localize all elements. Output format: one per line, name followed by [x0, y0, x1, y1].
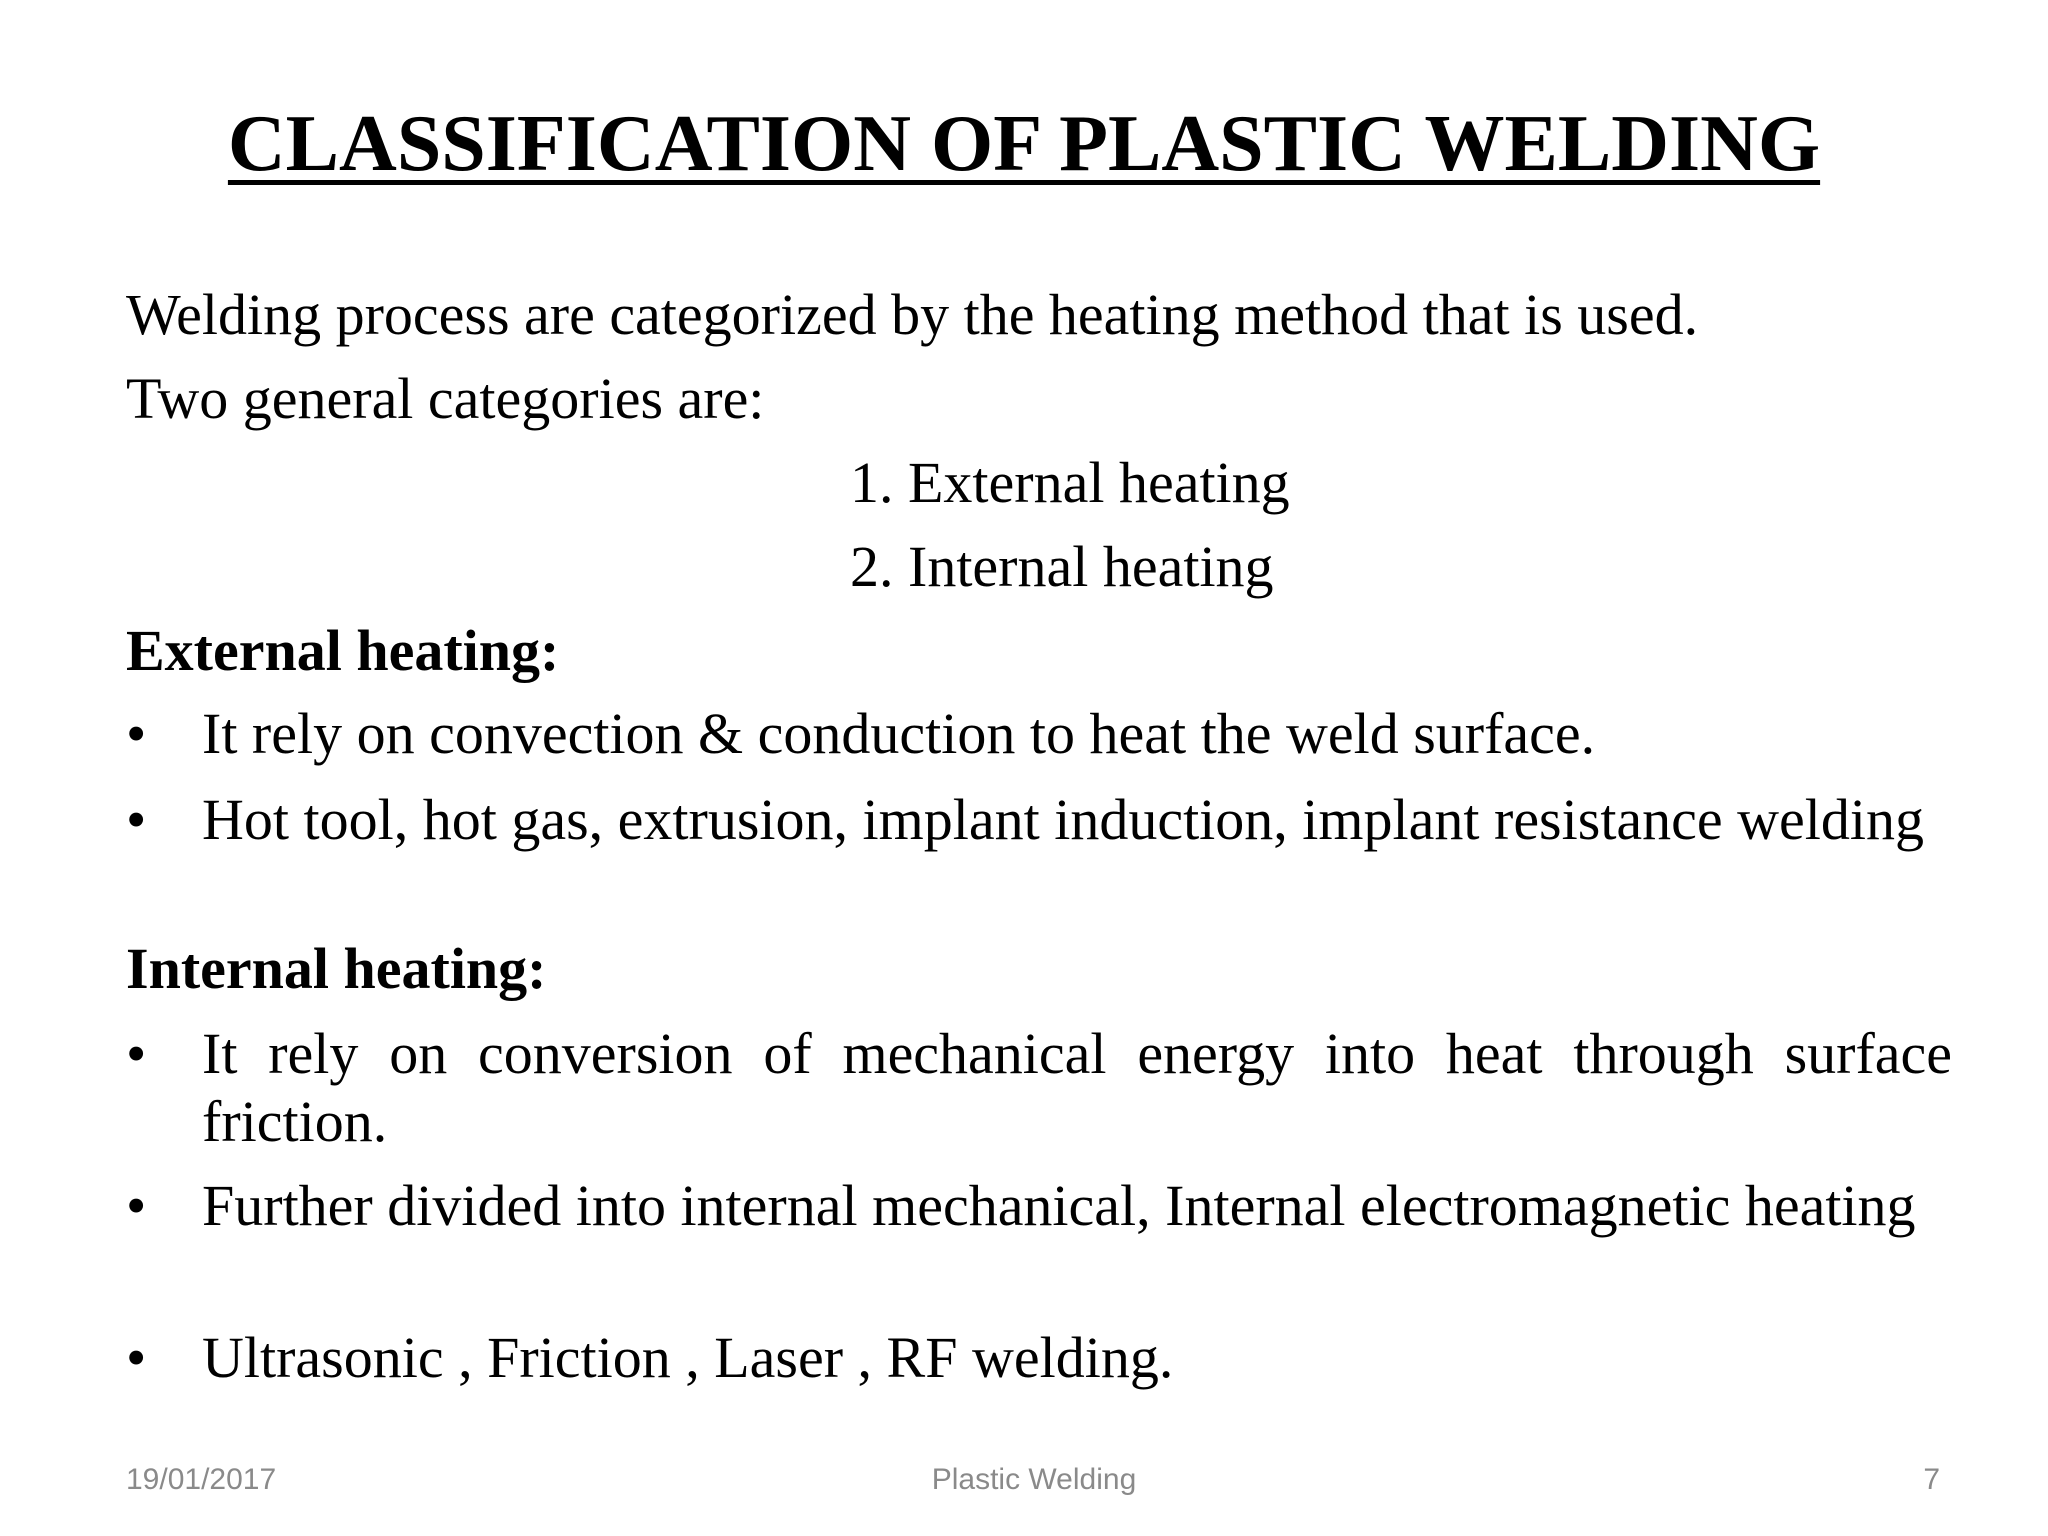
list-item: [126, 700, 1952, 768]
intro-line-1: Welding process are categorized by the heating method that is used.: [126, 282, 1699, 347]
bullet-icon: •: [126, 1173, 147, 1238]
footer-title: Plastic Welding: [931, 1463, 1137, 1496]
slide-title: CLASSIFICATION OF PLASTIC WELDING: [227, 100, 1821, 188]
list-item: [126, 1020, 1952, 1156]
bullet-icon: •: [126, 787, 147, 852]
bullet-text: Further divided into internal mechanical, Internal electromagnetic heating: [202, 1173, 1916, 1238]
category-internal: 2. Internal heating: [850, 534, 1274, 599]
bullet-icon: •: [126, 1325, 147, 1390]
external-heating-heading: External heating:: [126, 618, 560, 683]
footer-date: 19/01/2017: [126, 1463, 277, 1496]
bullet-text: Hot tool, hot gas, extrusion, implant induction, implant resistance welding: [202, 787, 1925, 852]
intro-line-2: Two general categories are:: [126, 366, 765, 431]
category-external: 1. External heating: [850, 450, 1290, 515]
bullet-text: Ultrasonic , Friction , Laser , RF welding.: [202, 1325, 1174, 1390]
list-item: [126, 786, 1952, 854]
bullet-icon: •: [126, 1021, 147, 1086]
internal-heating-heading: Internal heating:: [126, 936, 547, 1001]
bullet-icon: •: [126, 701, 147, 766]
bullet-text: It rely on conversion of mechanical energy into heat through surface friction.: [202, 1021, 1952, 1154]
list-item: [126, 1172, 1952, 1240]
page-number: 7: [1923, 1463, 1940, 1496]
list-item: [126, 1324, 1952, 1392]
bullet-text: It rely on convection & conduction to heat the weld surface.: [202, 701, 1596, 766]
